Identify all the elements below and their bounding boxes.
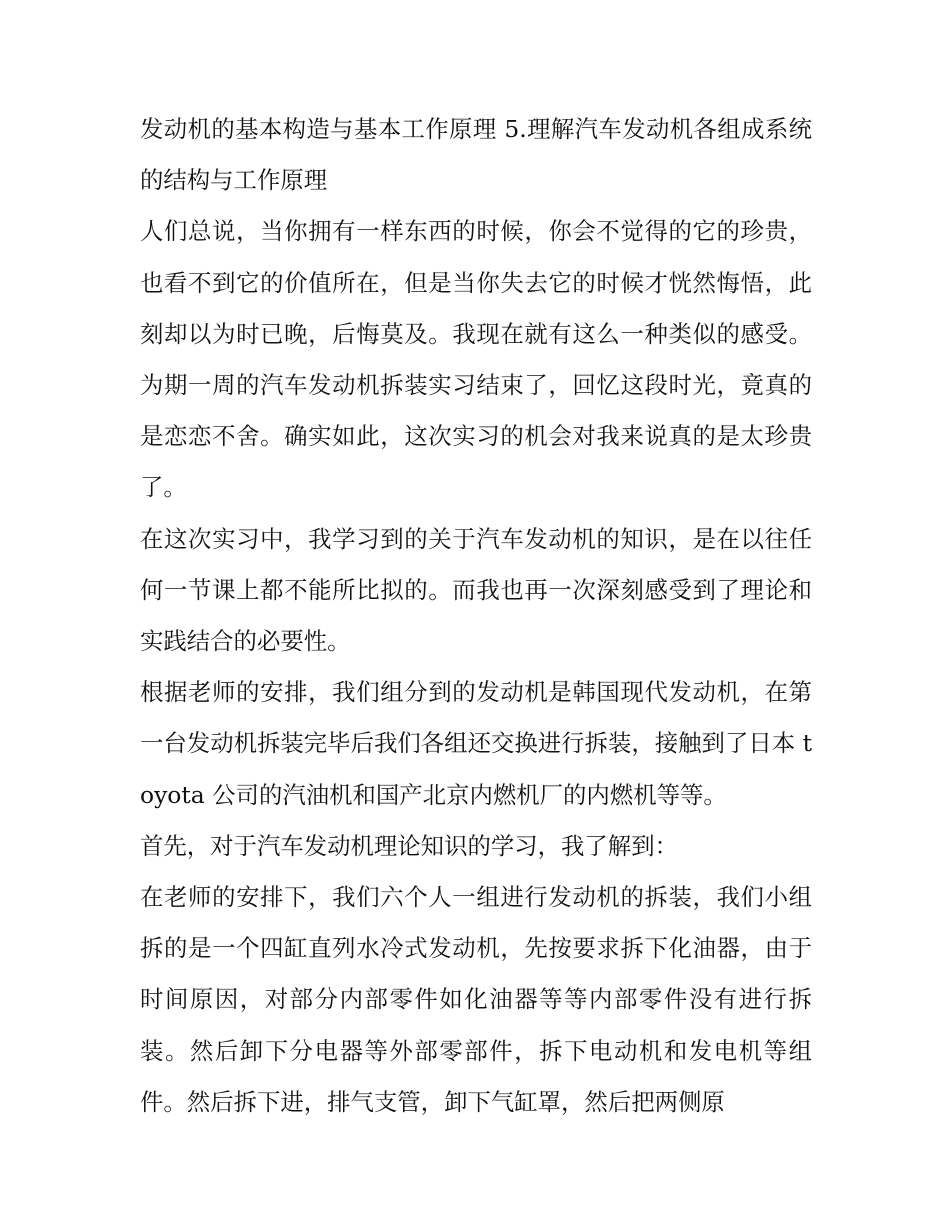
paragraph-theory: 首先，对于汽车发动机理论知识的学习，我了解到： (140, 831, 678, 860)
paragraph-title: 发动机的基本构造与基本工作原理 5.理解汽车发动机各组成系统的结构与工作原理 (140, 115, 812, 195)
paragraph-disassembly: 在老师的安排下，我们六个人一组进行发动机的拆装，我们小组拆的是一个四缸直列水冷式发动机，先按要求拆下化油器，由于时间原因，对部分内部零件如化油器等等内部零件没有进行拆装。然后卸下分电器等外部零部件，拆下电动机和发电机等组件。然后拆下进，排气支管，卸下气缸罩，然后把两侧原 (140, 883, 812, 1116)
paragraph-intro: 人们总说，当你拥有一样东西的时候，你会不觉得的它的珍贵，也看不到它的价值所在，但是当你失去它的时候才恍然悔悟，此刻却以为时已晚，后悔莫及。我现在就有这么一种类似的感受。为期一周的汽车发动机拆装实习结束了，回忆这段时光，竟真的是恋恋不舍。确实如此，这次实习的机会对我来说真的是太珍贵了。 (140, 217, 812, 502)
document-body (140, 104, 812, 1128)
paragraph-arrangement: 根据老师的安排，我们组分到的发动机是韩国现代发动机，在第一台发动机拆装完毕后我们各组还交换进行拆装，接触到了日本 toyota 公司的汽油机和国产北京内燃机厂的内燃机等等。 (140, 678, 812, 809)
paragraph-learning: 在这次实习中，我学习到的关于汽车发动机的知识，是在以往任何一节课上都不能所比拟的。而我也再一次深刻感受到了理论和实践结合的必要性。 (140, 524, 812, 656)
